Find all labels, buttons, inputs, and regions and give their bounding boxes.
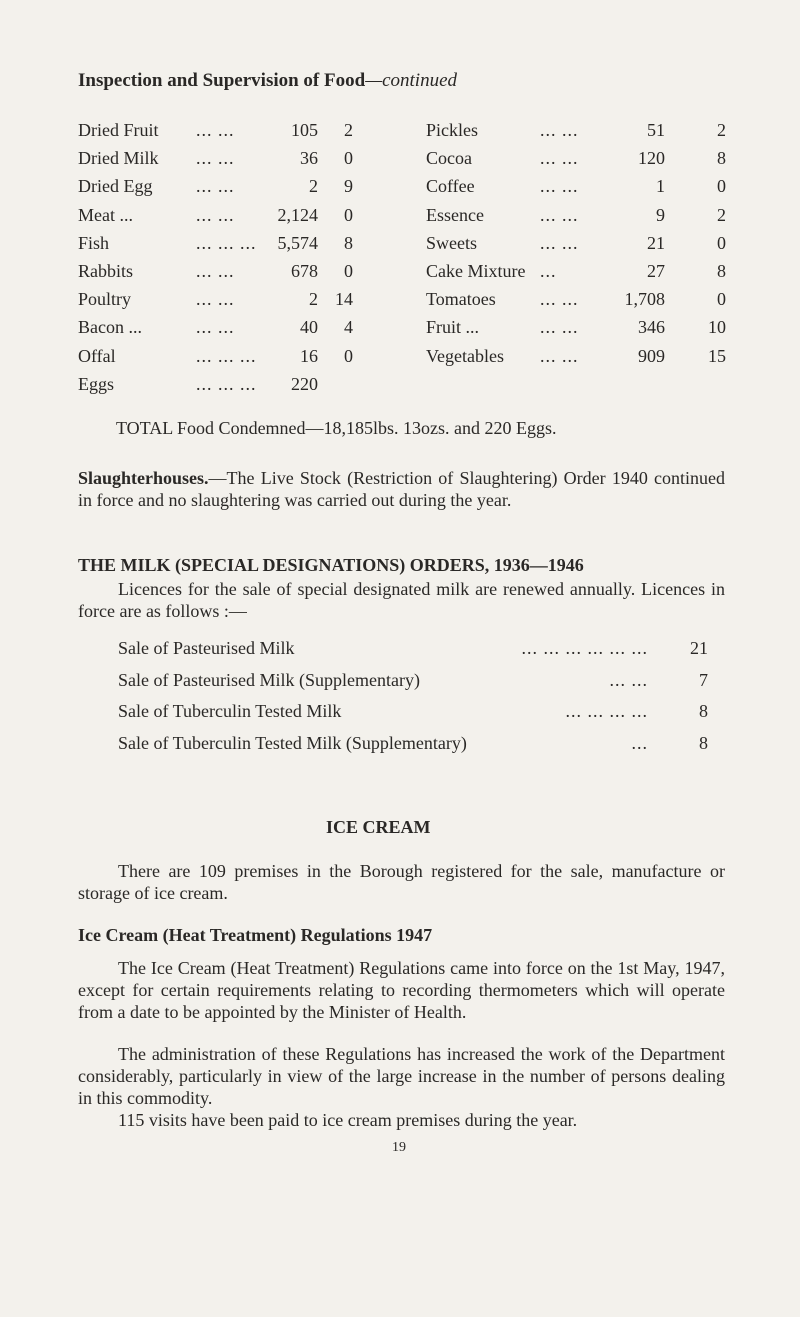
food-name: Vegetables bbox=[426, 345, 504, 366]
food-oz: 0 bbox=[344, 261, 353, 281]
food-lbs: 40 bbox=[300, 317, 318, 338]
milk-intro-paragraph: Licences for the sale of special designated milk are renewed annually. Licences in force are as follows :— bbox=[78, 579, 725, 621]
food-row bbox=[78, 372, 398, 396]
licence-label: Sale of Pasteurised Milk bbox=[118, 638, 295, 658]
regulations-paragraph-2: The administration of these Regulations has increased the work of the Department considerably, particularly in view of the large increase in the number of persons dealing in this commodity. bbox=[78, 1044, 725, 1108]
food-row bbox=[78, 259, 398, 283]
leader-dots: ... ... ... ... ... ... bbox=[521, 638, 648, 658]
licence-count: 7 bbox=[699, 669, 708, 690]
food-lbs: 346 bbox=[638, 317, 665, 338]
food-oz: 8 bbox=[717, 148, 726, 169]
food-oz: 10 bbox=[708, 317, 726, 338]
food-name: Poultry bbox=[78, 289, 132, 310]
food-name: Fruit ... bbox=[426, 317, 480, 338]
leader-dots: ... ... bbox=[196, 176, 235, 197]
leader-dots: ... ... bbox=[540, 232, 579, 253]
food-oz: 0 bbox=[717, 176, 726, 197]
food-name: Fish bbox=[78, 232, 110, 253]
food-row bbox=[78, 174, 398, 198]
food-lbs: 9 bbox=[656, 204, 665, 225]
food-lbs: 120 bbox=[638, 148, 665, 169]
regulations-paragraph-1: The Ice Cream (Heat Treatment) Regulations came into force on the 1st May, 1947, except for certain requirements relating to recording thermometers which will operate from a date to be appointed by the Minister of Health. bbox=[78, 958, 725, 1022]
food-name: Dried Fruit bbox=[78, 120, 159, 140]
food-name: Essence bbox=[426, 204, 484, 225]
food-name: Rabbits bbox=[78, 261, 134, 281]
food-name: Sweets bbox=[426, 232, 477, 253]
food-oz: 0 bbox=[717, 232, 726, 253]
food-lbs: 5,574 bbox=[277, 232, 318, 253]
food-lbs: 36 bbox=[300, 148, 318, 169]
food-name: Dried Milk bbox=[78, 148, 159, 169]
food-oz: 2 bbox=[717, 120, 726, 140]
food-row bbox=[426, 344, 726, 368]
food-lbs: 220 bbox=[291, 373, 318, 394]
food-oz: 8 bbox=[344, 232, 353, 253]
food-row bbox=[78, 118, 398, 142]
food-name: Eggs bbox=[78, 373, 114, 394]
food-row bbox=[426, 259, 726, 283]
leader-dots: ... ... bbox=[540, 204, 579, 225]
food-oz: 0 bbox=[344, 345, 353, 366]
ice-cream-title: ICE CREAM bbox=[326, 817, 431, 837]
food-row bbox=[78, 203, 398, 227]
licence-label: Sale of Tuberculin Tested Milk (Supplementary) bbox=[118, 732, 467, 753]
food-name: Offal bbox=[78, 345, 116, 366]
leader-dots: ... ... bbox=[540, 176, 579, 197]
licence-count: 8 bbox=[699, 701, 708, 721]
food-lbs: 105 bbox=[291, 120, 318, 140]
licence-count: 8 bbox=[699, 732, 708, 753]
leader-dots: ... ... bbox=[540, 345, 579, 366]
leader-dots: ... ... bbox=[196, 204, 235, 225]
food-name: Pickles bbox=[426, 120, 478, 140]
leader-dots: ... ... bbox=[540, 289, 579, 310]
food-name: Coffee bbox=[426, 176, 475, 197]
food-row bbox=[78, 344, 398, 368]
food-row bbox=[426, 231, 726, 255]
food-row bbox=[426, 315, 726, 339]
food-oz: 14 bbox=[335, 289, 353, 310]
food-oz: 0 bbox=[344, 204, 353, 225]
food-lbs: 16 bbox=[300, 345, 318, 366]
food-row bbox=[78, 315, 398, 339]
food-lbs: 21 bbox=[647, 232, 665, 253]
leader-dots: ... bbox=[631, 732, 648, 753]
slaughterhouses-paragraph bbox=[78, 467, 725, 511]
leader-dots: ... ... bbox=[196, 148, 235, 169]
total-condemned: TOTAL Food Condemned—18,185lbs. 13ozs. and 220 Eggs. bbox=[116, 418, 557, 438]
food-oz: 0 bbox=[717, 289, 726, 310]
food-lbs: 2,124 bbox=[277, 204, 318, 225]
leader-dots: ... ... bbox=[196, 317, 235, 338]
food-lbs: 1 bbox=[656, 176, 665, 197]
slaughterhouses-text: —The Live Stock (Restriction of Slaughtering) Order 1940 continued in force and no slaughtering was carried out during the year. bbox=[78, 468, 725, 510]
page-number: 19 bbox=[392, 1140, 406, 1155]
food-name: Meat ... bbox=[78, 204, 133, 225]
food-oz: 15 bbox=[708, 345, 726, 366]
regulations-paragraph-3: 115 visits have been paid to ice cream premises during the year. bbox=[118, 1110, 578, 1130]
licence-label: Sale of Pasteurised Milk (Supplementary) bbox=[118, 669, 420, 690]
milk-orders-title: THE MILK (SPECIAL DESIGNATIONS) ORDERS, 1936—1946 bbox=[78, 555, 584, 575]
food-name: Tomatoes bbox=[426, 289, 496, 310]
food-oz: 9 bbox=[344, 176, 353, 197]
licence-row bbox=[118, 636, 708, 660]
food-oz: 2 bbox=[717, 204, 726, 225]
licence-count: 21 bbox=[690, 638, 708, 658]
leader-dots: ... ... bbox=[609, 669, 648, 690]
food-row bbox=[426, 203, 726, 227]
leader-dots: ... ... bbox=[540, 148, 579, 169]
leader-dots: ... ... ... bbox=[196, 345, 257, 366]
food-row bbox=[78, 231, 398, 255]
food-lbs: 2 bbox=[309, 289, 318, 310]
licence-label: Sale of Tuberculin Tested Milk bbox=[118, 701, 342, 721]
leader-dots: ... ... bbox=[196, 261, 235, 281]
food-lbs: 678 bbox=[291, 261, 318, 281]
leader-dots: ... ... ... bbox=[196, 373, 257, 394]
food-name: Cocoa bbox=[426, 148, 472, 169]
food-lbs: 2 bbox=[309, 176, 318, 197]
leader-dots: ... ... ... ... bbox=[565, 701, 648, 721]
heading-main: Inspection and Supervision of Food bbox=[78, 70, 366, 91]
food-row bbox=[78, 146, 398, 170]
food-row bbox=[78, 287, 398, 311]
food-oz: 4 bbox=[344, 317, 353, 338]
food-lbs: 1,708 bbox=[624, 289, 665, 310]
licence-row bbox=[118, 699, 708, 723]
section-heading bbox=[78, 70, 457, 92]
food-row bbox=[426, 174, 726, 198]
leader-dots: ... ... ... bbox=[196, 232, 257, 253]
food-row bbox=[426, 118, 726, 142]
licence-row bbox=[118, 731, 708, 755]
leader-dots: ... bbox=[540, 261, 557, 281]
food-lbs: 27 bbox=[647, 261, 665, 281]
regulations-title: Ice Cream (Heat Treatment) Regulations 1947 bbox=[78, 925, 433, 945]
leader-dots: ... ... bbox=[196, 289, 235, 310]
ice-cream-paragraph: There are 109 premises in the Borough registered for the sale, manufacture or storage of ice cream. bbox=[78, 861, 725, 903]
slaughterhouses-title: Slaughterhouses. bbox=[78, 468, 209, 488]
food-oz: 8 bbox=[717, 261, 726, 281]
food-lbs: 909 bbox=[638, 345, 665, 366]
leader-dots: ... ... bbox=[540, 317, 579, 338]
heading-suffix: —continued bbox=[365, 70, 458, 91]
leader-dots: ... ... bbox=[196, 120, 235, 140]
food-name: Dried Egg bbox=[78, 176, 153, 197]
food-row bbox=[426, 287, 726, 311]
food-name: Bacon ... bbox=[78, 317, 142, 338]
licence-row bbox=[118, 668, 708, 692]
food-oz: 2 bbox=[344, 120, 353, 140]
food-lbs: 51 bbox=[647, 120, 665, 140]
food-row bbox=[426, 146, 726, 170]
food-oz: 0 bbox=[344, 148, 353, 169]
food-name: Cake Mixture bbox=[426, 261, 526, 281]
leader-dots: ... ... bbox=[540, 120, 579, 140]
